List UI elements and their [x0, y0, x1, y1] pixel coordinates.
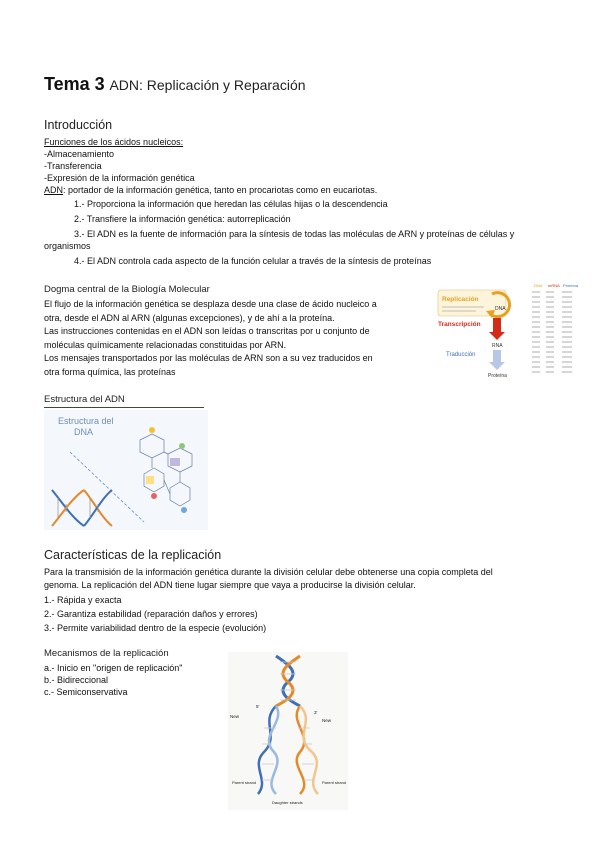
caracteristicas-text [44, 566, 584, 634]
title-rest: ADN: Replicación y Reparación [109, 77, 306, 93]
dogma-line: moléculas químicamente relacionadas constituidas por ARN. [44, 339, 287, 350]
adn-label: ADN [44, 185, 64, 195]
col-prot: Proteína [563, 283, 579, 288]
estructura-heading: Estructura del ADN [44, 394, 125, 405]
caracteristicas-item: 3.- Permite variabilidad dentro de la especie (evolución) [44, 623, 267, 633]
dna-structure-image [44, 410, 208, 530]
image-title-2: DNA [74, 427, 94, 437]
dogma-diagram [432, 280, 582, 384]
five-prime-label: 5' [256, 704, 260, 709]
intro-heading: Introducción [44, 118, 113, 132]
adn-point-1: 1.- Proporciona la información que heredan las células hijas o la descendencia [74, 199, 388, 209]
title-bold: Tema 3 [44, 74, 105, 94]
adn-text: : portador de la información genética, tanto en procariotas como en eucariotas. [63, 185, 378, 195]
mecanismos-item: c.- Semiconservativa [44, 687, 128, 697]
new-right-label: New [322, 718, 332, 723]
proteina-label: Proteína [488, 373, 507, 379]
function-item: -Almacenamiento [44, 149, 115, 159]
adn-definition [44, 184, 584, 196]
dogma-line: otra, desde el ADN al ARN (algunas excepciones), y de ahí a la proteína. [44, 312, 335, 323]
mecanismos-heading: Mecanismos de la replicación [44, 648, 169, 659]
section-divider [44, 407, 204, 408]
dna-label: DNA [495, 306, 506, 312]
dogma-heading: Dogma central de la Biología Molecular [44, 284, 210, 295]
adn-point-2: 2.- Transfiere la información genética: autorreplicación [74, 214, 291, 224]
new-left-label: New [230, 714, 240, 719]
traduccion-label: Traducción [446, 352, 476, 358]
adn-point-3: 3.- El ADN es la fuente de información para la síntesis de todas las moléculas de ARN y proteínas de células y [74, 229, 515, 239]
function-item: -Expresión de la información genética [44, 173, 195, 183]
caracteristicas-line: genoma. La replicación del ADN tiene lugar siempre que vaya a producirse la división celular. [44, 580, 416, 590]
rna-label: RNA [492, 343, 503, 349]
daughter-label: Daughter strands [272, 800, 303, 805]
caracteristicas-item: 1.- Rápida y exacta [44, 595, 122, 605]
col-dna: DNA [534, 283, 543, 288]
dogma-line: Los mensajes transportados por las moléculas de ARN son a su vez traducidos en [44, 353, 373, 363]
function-item: -Transferencia [44, 161, 102, 171]
three-prime-label: 3' [314, 710, 318, 715]
mecanismos-item: a.- Inicio en "origen de replicación" [44, 663, 183, 673]
replicacion-label: Replicación [442, 296, 479, 303]
dogma-text [44, 298, 424, 379]
adn-point-4: 4.- El ADN controla cada aspecto de la función celular a través de la síntesis de proteínas [74, 256, 432, 266]
parent-left-label: Parent strand [232, 780, 257, 785]
transcripcion-label: Transcripción [438, 321, 481, 328]
adn-point-3-cont: organismos [44, 241, 91, 251]
caracteristicas-heading: Características de la replicación [44, 548, 222, 562]
dogma-line: El flujo de la información genética se desplaza desde una clase de ácido nucleico a [44, 299, 377, 309]
parent-right-label: Parent strand [322, 780, 347, 785]
intro-block [44, 136, 584, 267]
dogma-line: otra forma química, las proteínas [44, 366, 176, 377]
caracteristicas-item: 2.- Garantiza estabilidad (reparación daños y errores) [44, 609, 258, 619]
functions-label: Funciones de los ácidos nucleicos: [44, 137, 184, 147]
mecanismos-item: b.- Bidireccional [44, 675, 109, 685]
image-title-1: Estructura del [58, 416, 114, 426]
dogma-line: Las instrucciones contenidas en el ADN son leídas o transcritas por u conjunto de [44, 326, 370, 336]
col-rna: mRNA [548, 283, 560, 288]
page-title [44, 74, 306, 95]
caracteristicas-line: Para la transmisión de la información genética durante la división celular debe obtenerse una copia completa del [44, 567, 493, 577]
mecanismos-list [44, 662, 244, 698]
replication-fork-image [228, 652, 348, 810]
